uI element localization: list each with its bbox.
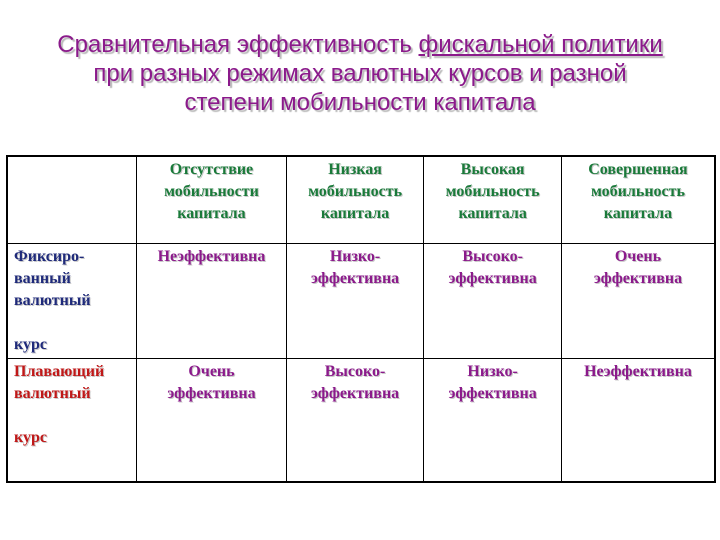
slide-title xyxy=(0,30,720,117)
title-line-1-text: Сравнительная эффективность xyxy=(57,31,419,58)
table-cell: Неэффективна xyxy=(137,244,287,359)
corner-cell xyxy=(7,156,137,244)
title-line-3: степени мобильности капитала xyxy=(184,89,536,116)
table-cell: Очень эффективна xyxy=(561,244,715,359)
title-line-2: при разных режимах валютных курсов и разной xyxy=(93,60,627,87)
table-cell: Низко- эффективна xyxy=(286,244,424,359)
table-cell: Высоко- эффективна xyxy=(286,359,424,483)
row-label-fixed-rate: Фиксиро- ванный валютный курс xyxy=(7,244,137,359)
table-row-fixed-rate xyxy=(7,244,715,359)
column-header-low-mobility: Низкая мобильность капитала xyxy=(286,156,424,244)
title-underlined-text: фискальной политики xyxy=(418,31,663,58)
column-header-perfect-mobility: Совершенная мобильность капитала xyxy=(561,156,715,244)
header-row xyxy=(7,156,715,244)
table-cell: Высоко- эффективна xyxy=(424,244,562,359)
comparison-table xyxy=(6,155,716,483)
row-label-floating-rate: Плавающий валютный курс xyxy=(7,359,137,483)
column-header-no-mobility: Отсутствие мобильности капитала xyxy=(137,156,287,244)
title-line-1 xyxy=(0,30,720,59)
table-cell: Очень эффективна xyxy=(137,359,287,483)
table-row-floating-rate xyxy=(7,359,715,483)
table-cell: Неэффективна xyxy=(561,359,715,483)
column-header-high-mobility: Высокая мобильность капитала xyxy=(424,156,562,244)
table-cell: Низко- эффективна xyxy=(424,359,562,483)
